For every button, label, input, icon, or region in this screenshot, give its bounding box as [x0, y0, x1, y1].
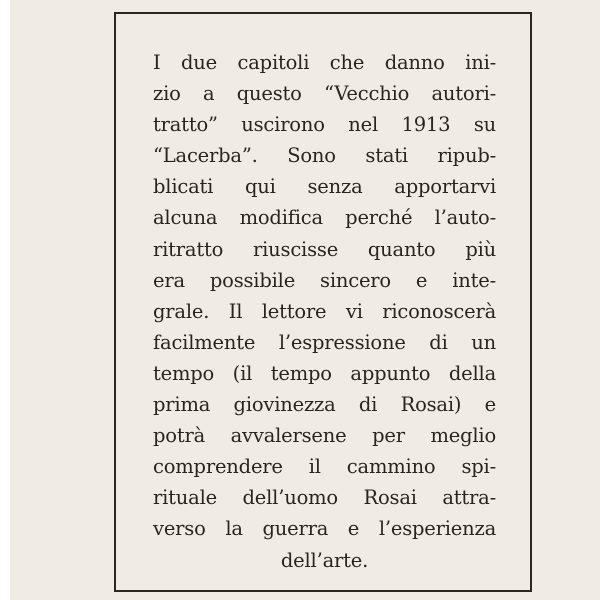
page	[10, 0, 600, 600]
text-line: potrà avvalersene per meglio	[153, 424, 496, 448]
text-line-last: dell’arte.	[280, 548, 369, 572]
text-line: rituale dell’uomo Rosai attra-	[153, 486, 496, 510]
body-paragraph	[153, 47, 496, 576]
text-line: verso la guerra e l’esperienza	[153, 517, 496, 541]
text-line: zio a questo “Vecchio autori-	[153, 82, 496, 106]
text-line: era possibile sincero e inte-	[153, 268, 496, 292]
text-line: grale. Il lettore vi riconoscerà	[153, 299, 496, 323]
text-line: blicati qui senza apportarvi	[153, 175, 496, 199]
text-line: I due capitoli che danno ini-	[153, 51, 496, 74]
text-line: “Lacerba”. Sono stati ripub-	[153, 144, 496, 168]
text-line: ritratto riuscisse quanto più	[153, 237, 496, 261]
text-line: facilmente l’espressione di un	[153, 330, 496, 354]
text-line: tempo (il tempo appunto della	[153, 361, 496, 385]
text-line: alcuna modifica perché l’auto-	[153, 206, 496, 230]
text-line: prima giovinezza di Rosai) e	[153, 393, 496, 417]
text-line: tratto” uscirono nel 1913 su	[153, 113, 496, 137]
text-line: comprendere il cammino spi-	[153, 455, 496, 479]
